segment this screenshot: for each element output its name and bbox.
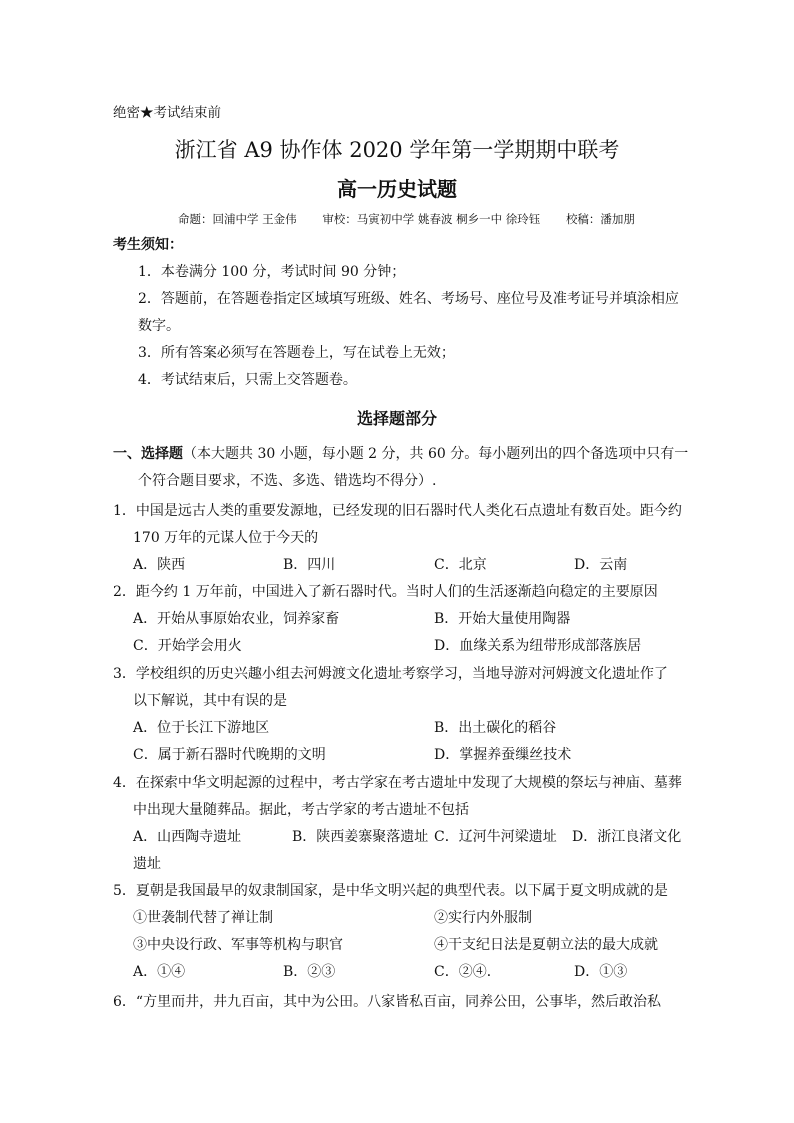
question-5-statement-2: ②实行内外服制: [434, 910, 532, 926]
question-6-stem: 6．“方里而井，井九百亩，其中为公田。八家皆私百亩，同养公田，公事毕，然后敢治私: [113, 994, 662, 1010]
question-5-statement-1: ①世袭制代替了禅让制: [133, 910, 273, 926]
question-1-option-b: B．四川: [283, 557, 336, 573]
question-1-option-c: C．北京: [434, 557, 487, 573]
secret-label: 绝密★考试结束前: [113, 105, 221, 121]
question-2-option-a: A．开始从事原始农业，饲养家畜: [133, 611, 340, 627]
question-5-statement-3: ③中央设行政、军事等机构与职官: [133, 937, 343, 953]
section-intro: [113, 444, 688, 464]
question-5-option-a: A．①④: [133, 964, 186, 980]
question-1-option-a: A．陕西: [133, 557, 186, 573]
exam-subtitle: 高一历史试题: [337, 177, 457, 201]
question-2-option-c: C．开始学会用火: [133, 638, 242, 654]
question-4-stem-cont: 中出现大量随葬品。据此，考古学家的考古遗址不包括: [133, 802, 469, 818]
question-4-stem: 4．在探索中华文明起源的过程中，考古学家在考古遗址中发现了大规模的祭坛与神庙、墓葬: [113, 775, 682, 791]
question-5-option-b: B．②③: [283, 964, 336, 980]
author-proposer: 命题：回浦中学 王金伟: [178, 212, 297, 226]
author-reviewer: 审校：马寅初中学 姚春波 桐乡一中 徐玲钰: [322, 212, 541, 226]
question-3-option-a: A．位于长江下游地区: [133, 720, 270, 736]
notice-item: 数字。: [138, 318, 180, 334]
authors-line: [178, 210, 657, 228]
exam-title: 浙江省 A9 协作体 2020 学年第一学期期中联考: [174, 138, 620, 162]
section-intro-label: 一、选择题: [113, 446, 183, 462]
notice-item: 2．答题前，在答题卷指定区域填写班级、姓名、考场号、座位号及准考证号并填涂相应: [138, 291, 679, 307]
section-intro-line2: 个符合题目要求，不选、多选、错选均不得分）.: [138, 473, 437, 489]
section-heading: 选择题部分: [356, 409, 437, 428]
question-3-option-d: D．掌握养蚕缫丝技术: [434, 747, 572, 763]
question-3-option-b: B．出土碳化的稻谷: [434, 720, 557, 736]
question-4-option-a: A．山西陶寺遗址: [133, 829, 242, 845]
question-3-stem: 3．学校组织的历史兴趣小组去河姆渡文化遗址考察学习，当地导游对河姆渡文化遗址作了: [113, 666, 668, 682]
question-4-option-d: D．浙江良渚文化: [572, 829, 682, 845]
question-5-option-c: C．②④．: [434, 964, 501, 980]
question-4-option-c: C．辽河牛河梁遗址: [434, 829, 557, 845]
question-4-option-b: B．陕西姜寨聚落遗址: [292, 829, 429, 845]
notice-item: 3．所有答案必须写在答题卷上，写在试卷上无效；: [138, 345, 455, 361]
question-2-stem: 2．距今约 1 万年前，中国进入了新石器时代。当时人们的生活逐渐趋向稳定的主要原因: [113, 584, 658, 600]
question-2-option-b: B．开始大量使用陶器: [434, 611, 571, 627]
question-3-option-c: C．属于新石器时代晚期的文明: [133, 747, 326, 763]
question-5-option-d: D．①③: [574, 964, 628, 980]
question-3-stem-cont: 以下解说，其中有误的是: [133, 693, 287, 709]
question-1-option-d: D．云南: [574, 557, 628, 573]
notice-item: 4．考试结束后，只需上交答题卷。: [138, 372, 357, 388]
question-2-option-d: D．血缘关系为纽带形成部落族居: [434, 638, 642, 654]
question-4-option-d-wrap: 遗址: [133, 856, 161, 872]
question-5-stem: 5．夏朝是我国最早的奴隶制国家，是中华文明兴起的典型代表。以下属于夏文明成就的是: [113, 883, 668, 899]
notice-item: 1．本卷满分 100 分，考试时间 90 分钟；: [138, 264, 406, 280]
notice-heading: 考生须知：: [113, 237, 183, 253]
question-1-stem: 1．中国是远古人类的重要发源地，已经发现的旧石器时代人类化石点遗址有数百处。距今约: [113, 503, 682, 519]
section-intro-text: （本大题共 30 小题，每小题 2 分，共 60 分。每小题列出的四个备选项中只有一: [183, 446, 689, 462]
question-5-statement-4: ④干支纪日法是夏朝立法的最大成就: [434, 937, 658, 953]
question-1-stem-cont: 170 万年的元谋人位于今天的: [133, 530, 319, 546]
author-proofreader: 校稿：潘加朋: [565, 212, 635, 226]
